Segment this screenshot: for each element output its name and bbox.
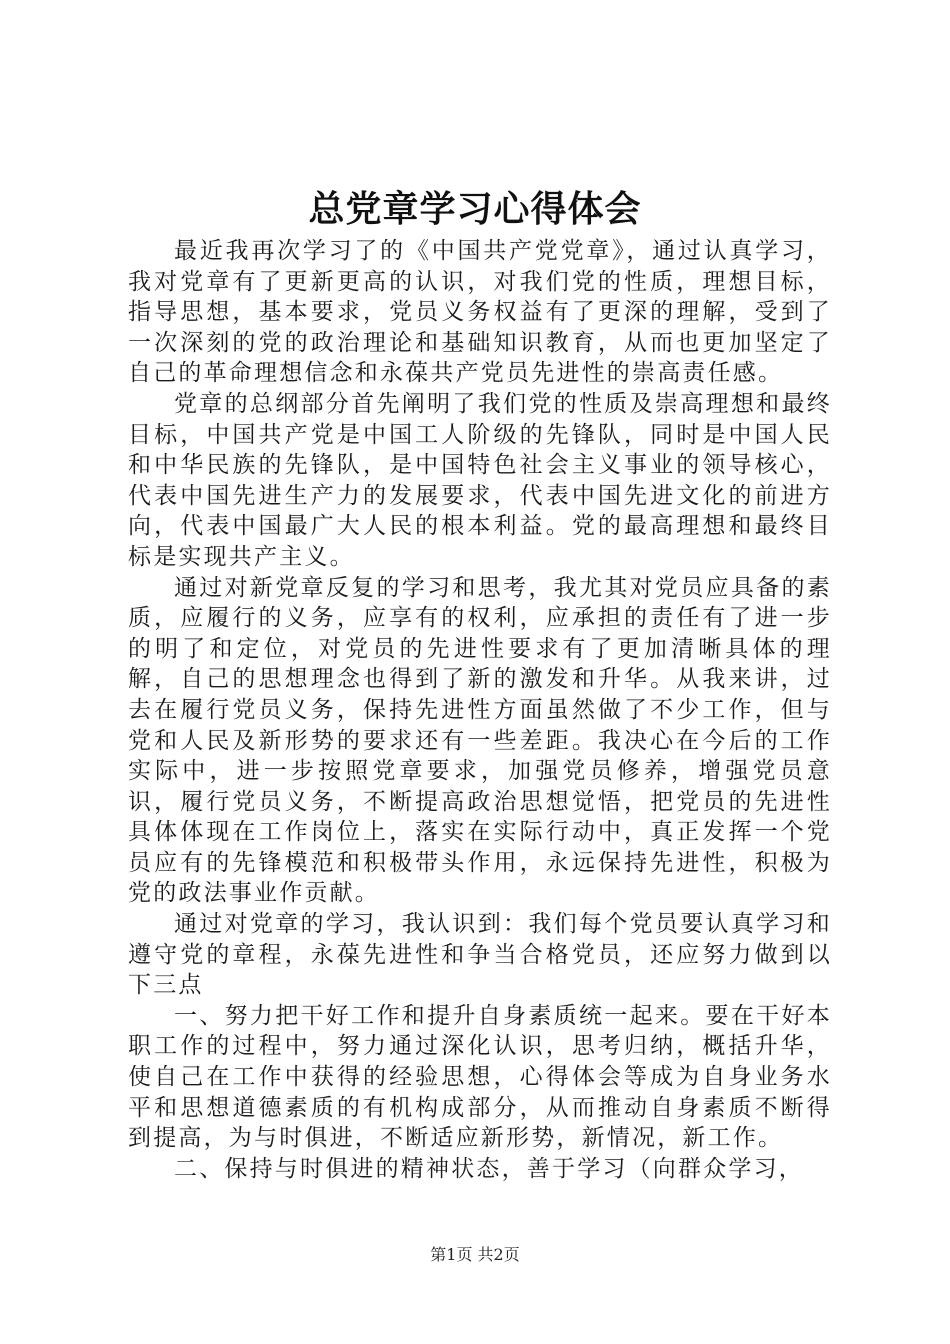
page-footer: 第1页 共2页: [430, 1245, 520, 1264]
paragraph-5: 一、努力把干好工作和提升自身素质统一起来。要在干好本职工作的过程中，努力通过深化认识，思考归纳，概括升华，使自己在工作中获得的经验思想，心得体会等成为自身业务水平和思想道德素质的有机构成部分，从而推动自身素质不断得到提高，为与时俱进，不断适应新形势，新情况，新工作。: [128, 1002, 832, 1152]
paragraph-1: 最近我再次学习了的《中国共产党党章》，通过认真学习，我对党章有了更新更高的认识，对我们党的性质，理想目标，指导思想，基本要求，党员义务权益有了更深的理解，受到了一次深刻的党的政治理论和基础知识教育，从而也更加坚定了自己的革命理想信念和永葆共产党员先进性的崇高责任感。: [128, 238, 832, 387]
paragraph-6: 二、保持与时俱进的精神状态，善于学习（向群众学习，: [174, 1155, 804, 1182]
document-body: [128, 236, 832, 1184]
paragraph-4: 通过对党章的学习，我认识到：我们每个党员要认真学习和遵守党的章程，永葆先进性和争当合格党员，还应努力做到以下三点: [128, 911, 832, 999]
document-title: 总党章学习心得体会: [308, 188, 642, 230]
paragraph-2: 党章的总纲部分首先阐明了我们党的性质及崇高理想和最终目标，中国共产党是中国工人阶级的先锋队，同时是中国人民和中华民族的先锋队，是中国特色社会主义事业的领导核心，代表中国先进生产力的发展要求，代表中国先进文化的前进方向，代表中国最广大人民的根本利益。党的最高理想和最终目标是实现共产主义。: [128, 390, 832, 570]
paragraph-3: 通过对新党章反复的学习和思考，我尤其对党员应具备的素质，应履行的义务，应享有的权利，应承担的责任有了进一步的明了和定位，对党员的先进性要求有了更加清晰具体的理解，自己的思想理念也得到了新的激发和升华。从我来讲，过去在履行党员义务，保持先进性方面虽然做了不少工作，但与党和人民及新形势的要求还有一些差距。我决心在今后的工作实际中，进一步按照党章要求，加强党员修养，增强党员意识，履行党员义务，不断提高政治思想觉悟，把党员的先进性具体体现在工作岗位上，落实在实际行动中，真正发挥一个党员应有的先锋模范和积极带头作用，永远保持先进性，积极为党的政法事业作贡献。: [128, 574, 832, 907]
